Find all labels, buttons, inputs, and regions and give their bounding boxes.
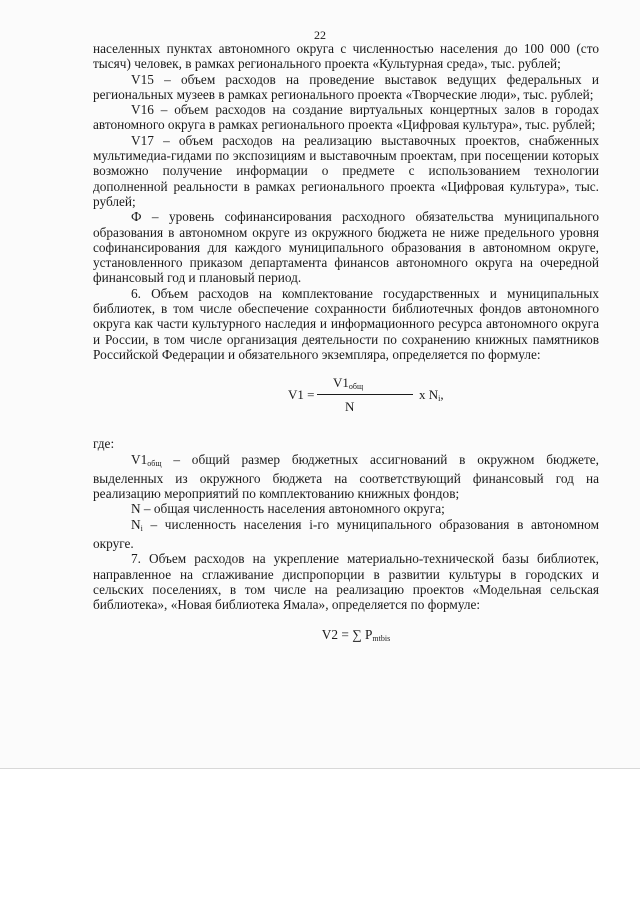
definition-v1-total: $V1_{общ}$ – общий размер бюджетных ассигнований в окружном бюджете, выделенных из окружного бюджета на соответствующий финансовый год на реализацию мероприятий по комплектованию книжных фондов;	[93, 451, 599, 502]
formula-v1	[93, 374, 599, 436]
formula-v1-rhs: x $N_i$,	[419, 387, 444, 404]
definition-v15: V15 – объем расходов на проведение выставок ведущих федеральных и региональных музеев в рамках регионального проекта «Творческие люди», тыс. рублей;	[93, 71, 599, 102]
formula-v1-denominator: N	[345, 399, 355, 415]
page-number: 22	[314, 28, 326, 42]
definition-cofinancing: Ф – уровень софинансирования расходного обязательства муниципального образования в автономном округе из окружного бюджета не ниже предельного уровня софинансирования для каждого муниципального образования в автономном округе, установленного приказом департамента финансов автономного округа на очередной финансовый год и плановый период.	[93, 209, 599, 286]
formula-v1-numerator: $V1_{общ}$	[333, 375, 364, 392]
fraction-bar	[317, 394, 413, 395]
paragraph-item-7: 7. Объем расходов на укрепление материально-технической базы библиотек, направленное на сглаживание диспропорции в развитии культуры в городских и сельских поселениях, в том числе на реализацию проектов «Модельная сельская библиотека», «Новая библиотека Ямала», определяется по формуле:	[93, 551, 599, 613]
formula-v2: V2 = ∑ $P_{mtbis}$	[321, 626, 391, 643]
definition-v16: V16 – объем расходов на создание виртуальных концертных залов в городах автономного округа в рамках регионального проекта «Цифровая культура», тыс. рублей;	[93, 102, 599, 133]
definition-v17: V17 – объем расходов на реализацию выставочных проектов, снабженных мультимедиа-гидами по экспозициям и выставочным проектам, при посещении которых возможно получение информации о предмете с использованием технологии дополненной реальности в рамках регионального проекта «Цифровая культура», тыс. рублей;	[93, 132, 599, 209]
paragraph-settlements: населенных пунктах автономного округа с численностью населения до 100 000 (сто тысяч) человек, в рамках регионального проекта «Культурная среда», тыс. рублей;	[93, 41, 599, 72]
page-body	[93, 41, 599, 646]
formula-v1-lhs: V1 =	[288, 387, 315, 403]
definition-ni: $N_i$ – численность населения i-го муниципального образования в автономном округе.	[93, 516, 599, 552]
where-label: где:	[93, 436, 115, 452]
paragraph-item-6: 6. Объем расходов на комплектование государственных и муниципальных библиотек, в том числе обеспечение сохранности библиотечных фондов автономного округа как части культурного наследия и информационного ресурса автономного округа и России, в том числе организация деятельности по сохранению книжных памятников Российской Федерации и обязательного экземпляра, определяется по формуле:	[93, 285, 599, 362]
definition-n: N – общая численность населения автономного округа;	[131, 501, 445, 517]
